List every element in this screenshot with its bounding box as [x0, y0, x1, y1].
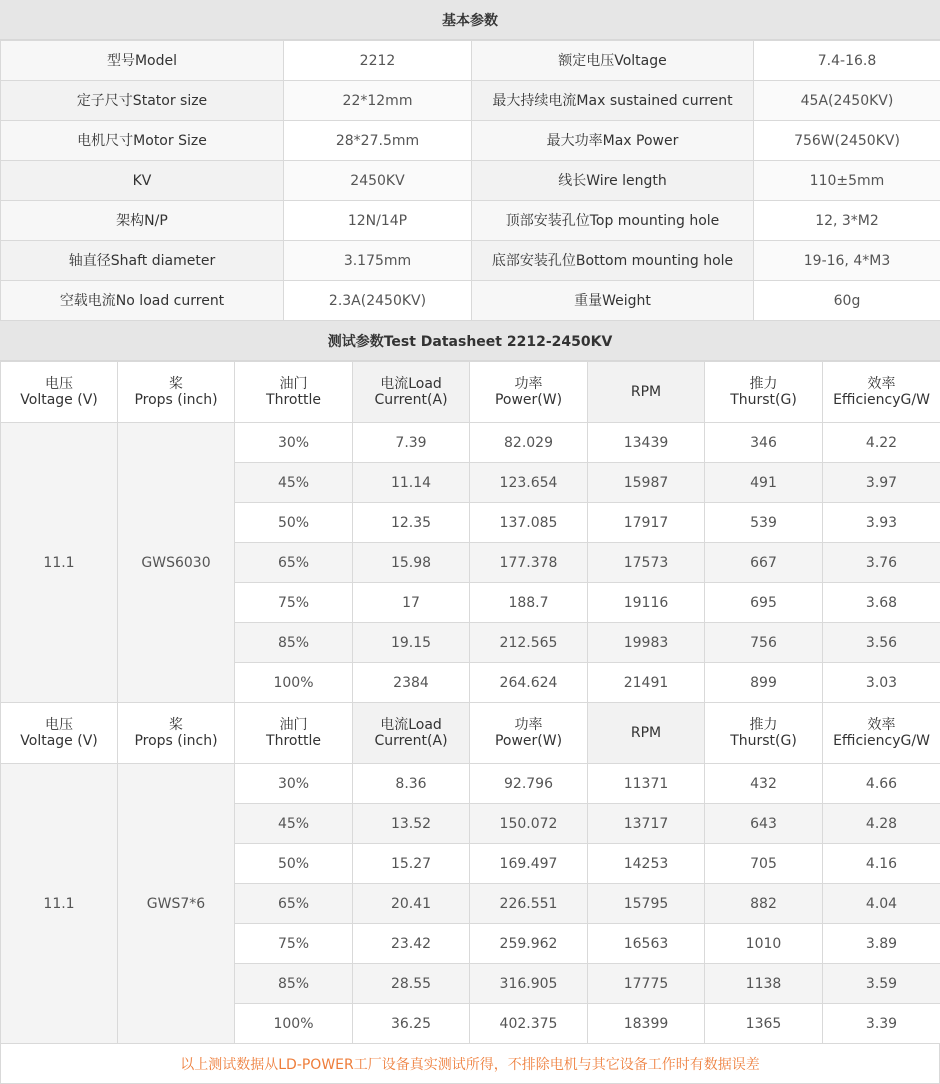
current-cell: 12.35 — [353, 503, 470, 543]
rpm-cell: 13439 — [588, 423, 705, 463]
rpm-cell: 14253 — [588, 844, 705, 884]
power-cell: 188.7 — [470, 583, 588, 623]
efficiency-cell: 3.59 — [823, 964, 940, 1004]
param-label: 定子尺寸Stator size — [1, 81, 284, 121]
table-row — [1, 764, 940, 804]
column-header-line1: 油门 — [235, 376, 352, 392]
column-header-line2: Power(W) — [470, 733, 587, 749]
column-header-line2: Props (inch) — [118, 733, 234, 749]
param-value: 7.4-16.8 — [754, 41, 940, 81]
column-header — [353, 362, 470, 423]
efficiency-cell: 4.66 — [823, 764, 940, 804]
param-value: 3.175mm — [284, 241, 472, 281]
param-label: 轴直径Shaft diameter — [1, 241, 284, 281]
column-header-line1: 电压 — [1, 717, 117, 733]
param-label: 最大功率Max Power — [472, 121, 754, 161]
param-label: 顶部安装孔位Top mounting hole — [472, 201, 754, 241]
efficiency-cell: 4.22 — [823, 423, 940, 463]
column-header-line2: EfficiencyG/W — [823, 392, 940, 408]
basic-params-table — [0, 40, 940, 321]
current-cell: 20.41 — [353, 884, 470, 924]
test-datasheet-table — [0, 361, 940, 1044]
column-header-line1: 推力 — [705, 376, 822, 392]
column-header — [1, 703, 118, 764]
current-cell: 15.27 — [353, 844, 470, 884]
thrust-cell: 1138 — [705, 964, 823, 1004]
rpm-cell: 17573 — [588, 543, 705, 583]
column-header — [705, 703, 823, 764]
throttle-cell: 75% — [235, 924, 353, 964]
throttle-cell: 50% — [235, 844, 353, 884]
param-value: 19-16, 4*M3 — [754, 241, 940, 281]
param-value: 60g — [754, 281, 940, 321]
test-header-row — [1, 703, 940, 764]
throttle-cell: 50% — [235, 503, 353, 543]
param-value: 12N/14P — [284, 201, 472, 241]
thrust-cell: 491 — [705, 463, 823, 503]
param-label: 电机尺寸Motor Size — [1, 121, 284, 161]
power-cell: 123.654 — [470, 463, 588, 503]
column-header-line1: 效率 — [823, 376, 940, 392]
column-header-line1: 功率 — [470, 376, 587, 392]
column-header-line2: Thurst(G) — [705, 392, 822, 408]
column-header-line1: 推力 — [705, 717, 822, 733]
basic-param-row — [1, 161, 940, 201]
thrust-cell: 1365 — [705, 1004, 823, 1044]
rpm-cell: 16563 — [588, 924, 705, 964]
basic-param-row — [1, 121, 940, 161]
column-header-line1: 桨 — [118, 376, 234, 392]
column-header-line2: Throttle — [235, 392, 352, 408]
column-header-line1: RPM — [588, 725, 704, 741]
thrust-cell: 756 — [705, 623, 823, 663]
param-label: 架构N/P — [1, 201, 284, 241]
throttle-cell: 65% — [235, 543, 353, 583]
power-cell: 82.029 — [470, 423, 588, 463]
column-header — [470, 362, 588, 423]
column-header-line1: 电流Load — [353, 717, 469, 733]
throttle-cell: 75% — [235, 583, 353, 623]
column-header-line2: Voltage (V) — [1, 392, 117, 408]
basic-param-row — [1, 281, 940, 321]
power-cell: 92.796 — [470, 764, 588, 804]
column-header-line2: Thurst(G) — [705, 733, 822, 749]
rpm-cell: 15795 — [588, 884, 705, 924]
throttle-cell: 45% — [235, 804, 353, 844]
param-value: 2450KV — [284, 161, 472, 201]
current-cell: 15.98 — [353, 543, 470, 583]
column-header-line1: 电压 — [1, 376, 117, 392]
power-cell: 259.962 — [470, 924, 588, 964]
efficiency-cell: 3.68 — [823, 583, 940, 623]
thrust-cell: 539 — [705, 503, 823, 543]
column-header-line1: 桨 — [118, 717, 234, 733]
efficiency-cell: 4.04 — [823, 884, 940, 924]
thrust-cell: 346 — [705, 423, 823, 463]
rpm-cell: 21491 — [588, 663, 705, 703]
thrust-cell: 899 — [705, 663, 823, 703]
current-cell: 28.55 — [353, 964, 470, 1004]
param-label: 底部安装孔位Bottom mounting hole — [472, 241, 754, 281]
param-value: 22*12mm — [284, 81, 472, 121]
current-cell: 2384 — [353, 663, 470, 703]
param-label: 空载电流No load current — [1, 281, 284, 321]
basic-params-title: 基本参数 — [442, 10, 498, 30]
voltage-cell: 11.1 — [1, 423, 118, 703]
column-header-line1: 电流Load — [353, 376, 469, 392]
basic-params-header — [0, 0, 940, 40]
column-header-line2: EfficiencyG/W — [823, 733, 940, 749]
column-header-line1: RPM — [588, 384, 704, 400]
throttle-cell: 100% — [235, 663, 353, 703]
current-cell: 36.25 — [353, 1004, 470, 1044]
param-value: 2212 — [284, 41, 472, 81]
param-value: 756W(2450KV) — [754, 121, 940, 161]
prop-cell: GWS7*6 — [118, 764, 235, 1044]
throttle-cell: 85% — [235, 623, 353, 663]
rpm-cell: 15987 — [588, 463, 705, 503]
thrust-cell: 643 — [705, 804, 823, 844]
efficiency-cell: 4.16 — [823, 844, 940, 884]
rpm-cell: 18399 — [588, 1004, 705, 1044]
param-label: 最大持续电流Max sustained current — [472, 81, 754, 121]
power-cell: 402.375 — [470, 1004, 588, 1044]
rpm-cell: 19983 — [588, 623, 705, 663]
column-header — [235, 362, 353, 423]
test-datasheet-title: 测试参数Test Datasheet 2212-2450KV — [328, 331, 613, 351]
power-cell: 226.551 — [470, 884, 588, 924]
throttle-cell: 30% — [235, 423, 353, 463]
column-header-line2: Current(A) — [353, 733, 469, 749]
test-datasheet-header — [0, 321, 940, 361]
column-header — [823, 362, 940, 423]
column-header-line1: 功率 — [470, 717, 587, 733]
column-header-line2: Props (inch) — [118, 392, 234, 408]
table-row — [1, 423, 940, 463]
column-header-line2: Power(W) — [470, 392, 587, 408]
disclaimer-text: 以上测试数据从LD-POWER工厂设备真实测试所得，不排除电机与其它设备工作时有数据误差 — [180, 1054, 760, 1074]
param-value: 110±5mm — [754, 161, 940, 201]
rpm-cell: 17775 — [588, 964, 705, 1004]
param-label: 型号Model — [1, 41, 284, 81]
rpm-cell: 11371 — [588, 764, 705, 804]
efficiency-cell: 3.39 — [823, 1004, 940, 1044]
current-cell: 11.14 — [353, 463, 470, 503]
throttle-cell: 65% — [235, 884, 353, 924]
column-header — [588, 703, 705, 764]
param-value: 2.3A(2450KV) — [284, 281, 472, 321]
column-header — [118, 703, 235, 764]
column-header — [588, 362, 705, 423]
rpm-cell: 17917 — [588, 503, 705, 543]
power-cell: 137.085 — [470, 503, 588, 543]
disclaimer-note — [0, 1044, 940, 1084]
param-value: 28*27.5mm — [284, 121, 472, 161]
power-cell: 177.378 — [470, 543, 588, 583]
column-header — [118, 362, 235, 423]
thrust-cell: 1010 — [705, 924, 823, 964]
param-label: 重量Weight — [472, 281, 754, 321]
efficiency-cell: 3.89 — [823, 924, 940, 964]
throttle-cell: 30% — [235, 764, 353, 804]
test-header-row — [1, 362, 940, 423]
rpm-cell: 13717 — [588, 804, 705, 844]
power-cell: 264.624 — [470, 663, 588, 703]
column-header-line1: 效率 — [823, 717, 940, 733]
efficiency-cell: 3.76 — [823, 543, 940, 583]
column-header — [1, 362, 118, 423]
basic-param-row — [1, 241, 940, 281]
efficiency-cell: 3.56 — [823, 623, 940, 663]
power-cell: 150.072 — [470, 804, 588, 844]
basic-param-row — [1, 41, 940, 81]
rpm-cell: 19116 — [588, 583, 705, 623]
param-label: 额定电压Voltage — [472, 41, 754, 81]
power-cell: 169.497 — [470, 844, 588, 884]
throttle-cell: 85% — [235, 964, 353, 1004]
param-value: 45A(2450KV) — [754, 81, 940, 121]
efficiency-cell: 3.03 — [823, 663, 940, 703]
column-header — [470, 703, 588, 764]
current-cell: 7.39 — [353, 423, 470, 463]
throttle-cell: 45% — [235, 463, 353, 503]
efficiency-cell: 3.93 — [823, 503, 940, 543]
column-header — [235, 703, 353, 764]
voltage-cell: 11.1 — [1, 764, 118, 1044]
current-cell: 17 — [353, 583, 470, 623]
power-cell: 316.905 — [470, 964, 588, 1004]
param-label: KV — [1, 161, 284, 201]
thrust-cell: 695 — [705, 583, 823, 623]
current-cell: 23.42 — [353, 924, 470, 964]
thrust-cell: 705 — [705, 844, 823, 884]
param-label: 线长Wire length — [472, 161, 754, 201]
column-header — [705, 362, 823, 423]
thrust-cell: 432 — [705, 764, 823, 804]
current-cell: 13.52 — [353, 804, 470, 844]
column-header-line2: Current(A) — [353, 392, 469, 408]
column-header-line2: Throttle — [235, 733, 352, 749]
power-cell: 212.565 — [470, 623, 588, 663]
efficiency-cell: 3.97 — [823, 463, 940, 503]
column-header — [823, 703, 940, 764]
efficiency-cell: 4.28 — [823, 804, 940, 844]
column-header-line1: 油门 — [235, 717, 352, 733]
param-value: 12, 3*M2 — [754, 201, 940, 241]
throttle-cell: 100% — [235, 1004, 353, 1044]
prop-cell: GWS6030 — [118, 423, 235, 703]
basic-param-row — [1, 81, 940, 121]
column-header-line2: Voltage (V) — [1, 733, 117, 749]
basic-param-row — [1, 201, 940, 241]
column-header — [353, 703, 470, 764]
thrust-cell: 882 — [705, 884, 823, 924]
thrust-cell: 667 — [705, 543, 823, 583]
current-cell: 19.15 — [353, 623, 470, 663]
current-cell: 8.36 — [353, 764, 470, 804]
